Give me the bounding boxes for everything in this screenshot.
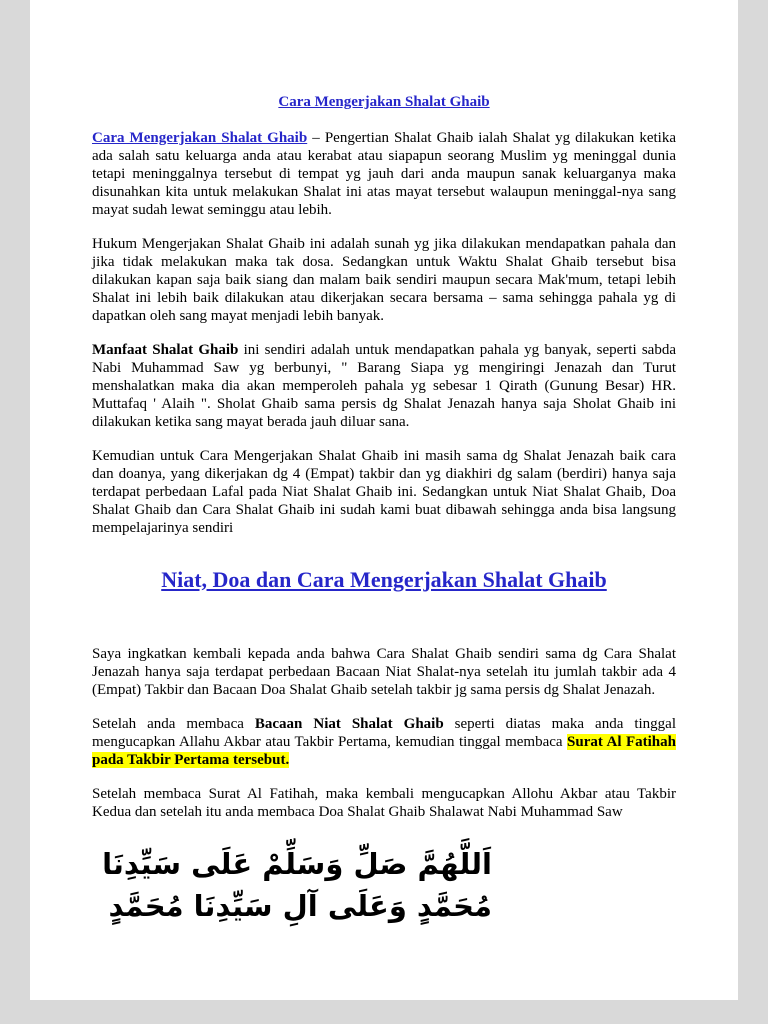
paragraph-6 bbox=[92, 715, 676, 769]
paragraph-3 bbox=[92, 341, 676, 431]
paragraph-4-text: Kemudian untuk Cara Mengerjakan Shalat Ghaib ini masih sama dg Shalat Jenazah baik cara dan doanya, yang dikerjakan dg 4 (Empat) takbir dan yg diakhiri dg salam (berdiri) hanya saja terdapat perbedaan Lafal pada Niat Shalat Ghaib ini. Sedangkan untuk Niat Shalat Ghaib, Doa Shalat Ghaib dan Cara Shalat Ghaib ini sudah kami buat dibawah sehingga anda bisa langsung mempelajarinya sendiri bbox=[92, 448, 676, 536]
paragraph-3-lead-bold: Manfaat Shalat Ghaib bbox=[92, 342, 239, 358]
paragraph-2 bbox=[92, 235, 676, 325]
paragraph-6-mid: seperti diatas maka anda tinggal mengucapkan Allahu Akbar atau Takbir Pertama, kemudian tinggal membaca bbox=[92, 716, 677, 750]
paragraph-1 bbox=[92, 129, 676, 219]
paragraph-3-text: ini sendiri adalah untuk mendapatkan pahala yg banyak, seperti sabda Nabi Muhammad Saw yg berbunyi, " Barang Siapa yg mengiringi Jenazah dan Turut menshalatkan maka dia akan memperoleh pahala yg sebesar 1 Qirath (Gunung Besar) HR. Muttafaq ' Alaih ". Sholat Ghaib sama persis dg Shalat Jenazah hanya saja Sholat Ghaib ini dilakukan ketika sang mayat berada jauh diluar sana. bbox=[92, 342, 677, 430]
paragraph-5 bbox=[92, 645, 676, 699]
paragraph-2-text: Hukum Mengerjakan Shalat Ghaib ini adalah sunah yg jika dilakukan mendapatkan pahala dan jika tidak melakukan maka tak dosa. Sedangkan untuk Waktu Shalat Ghaib tersebut bisa dilakukan kapan saja baik siang dan malam baik sendiri maupun secara Mak'mum, tetapi lebih Shalat ini lebih baik dilakukan atau dikerjakan secara bersama – sama sehingga pahala yg di dapatkan oleh sang mayat menjadi lebih banyak. bbox=[92, 236, 676, 324]
page-title bbox=[92, 94, 676, 111]
paragraph-7-text: Setelah membaca Surat Al Fatihah, maka kembali mengucapkan Allohu Akbar atau Takbir Kedua dan setelah itu anda membaca Doa Shalat Ghaib Shalawat Nabi Muhammad Saw bbox=[92, 786, 676, 820]
paragraph-6-bold: Bacaan Niat Shalat Ghaib bbox=[254, 716, 444, 732]
document-page bbox=[30, 0, 738, 1000]
arabic-calligraphy-shalawat: اَللَّهُمَّ صَلِّ وَسَلِّمْ عَلَى سَيِّدِنَا مُحَمَّدٍ وَعَلَى آلِ سَيِّدِنَا مُحَمَّدٍ bbox=[102, 847, 492, 924]
inline-link-shalat-ghaib[interactable]: Cara Mengerjakan Shalat Ghaib bbox=[92, 130, 308, 146]
section-heading bbox=[92, 567, 676, 593]
section-heading-link[interactable]: Niat, Doa dan Cara Mengerjakan Shalat Ghaib bbox=[161, 567, 607, 592]
paragraph-1-text: – Pengertian Shalat Ghaib ialah Shalat yg dilakukan ketika ada salah satu keluarga anda atau kerabat atau siapapun seorang Muslim yg meninggal dunia tetapi meninggalnya tersebut di tempat yg jauh dari anda maupun sanak keluarganya maka disunahkan kita untuk melakukan Shalat ini atas mayat tersebut walaupun meninggal-nya sang mayat sudah lewat seminggu atau lebih. bbox=[92, 130, 676, 218]
paragraph-5-text: Saya ingkatkan kembali kepada anda bahwa Cara Shalat Ghaib sendiri sama dg Cara Shalat Jenazah hanya saja terdapat perbedaan Bacaan Niat Shalat-nya setelah itu jumlah takbir ada 4 (Empat) Takbir dan Bacaan Doa Shalat Ghaib setelah takbir jg sama persis dg Shalat Jenazah. bbox=[92, 646, 676, 698]
paragraph-7 bbox=[92, 785, 676, 821]
title-link[interactable]: Cara Mengerjakan Shalat Ghaib bbox=[278, 94, 490, 110]
paragraph-6-highlight: Surat Al Fatihah pada Takbir Pertama tersebut. bbox=[92, 734, 676, 768]
paragraph-4 bbox=[92, 447, 676, 537]
paragraph-6-pre: Setelah anda membaca bbox=[92, 716, 255, 732]
